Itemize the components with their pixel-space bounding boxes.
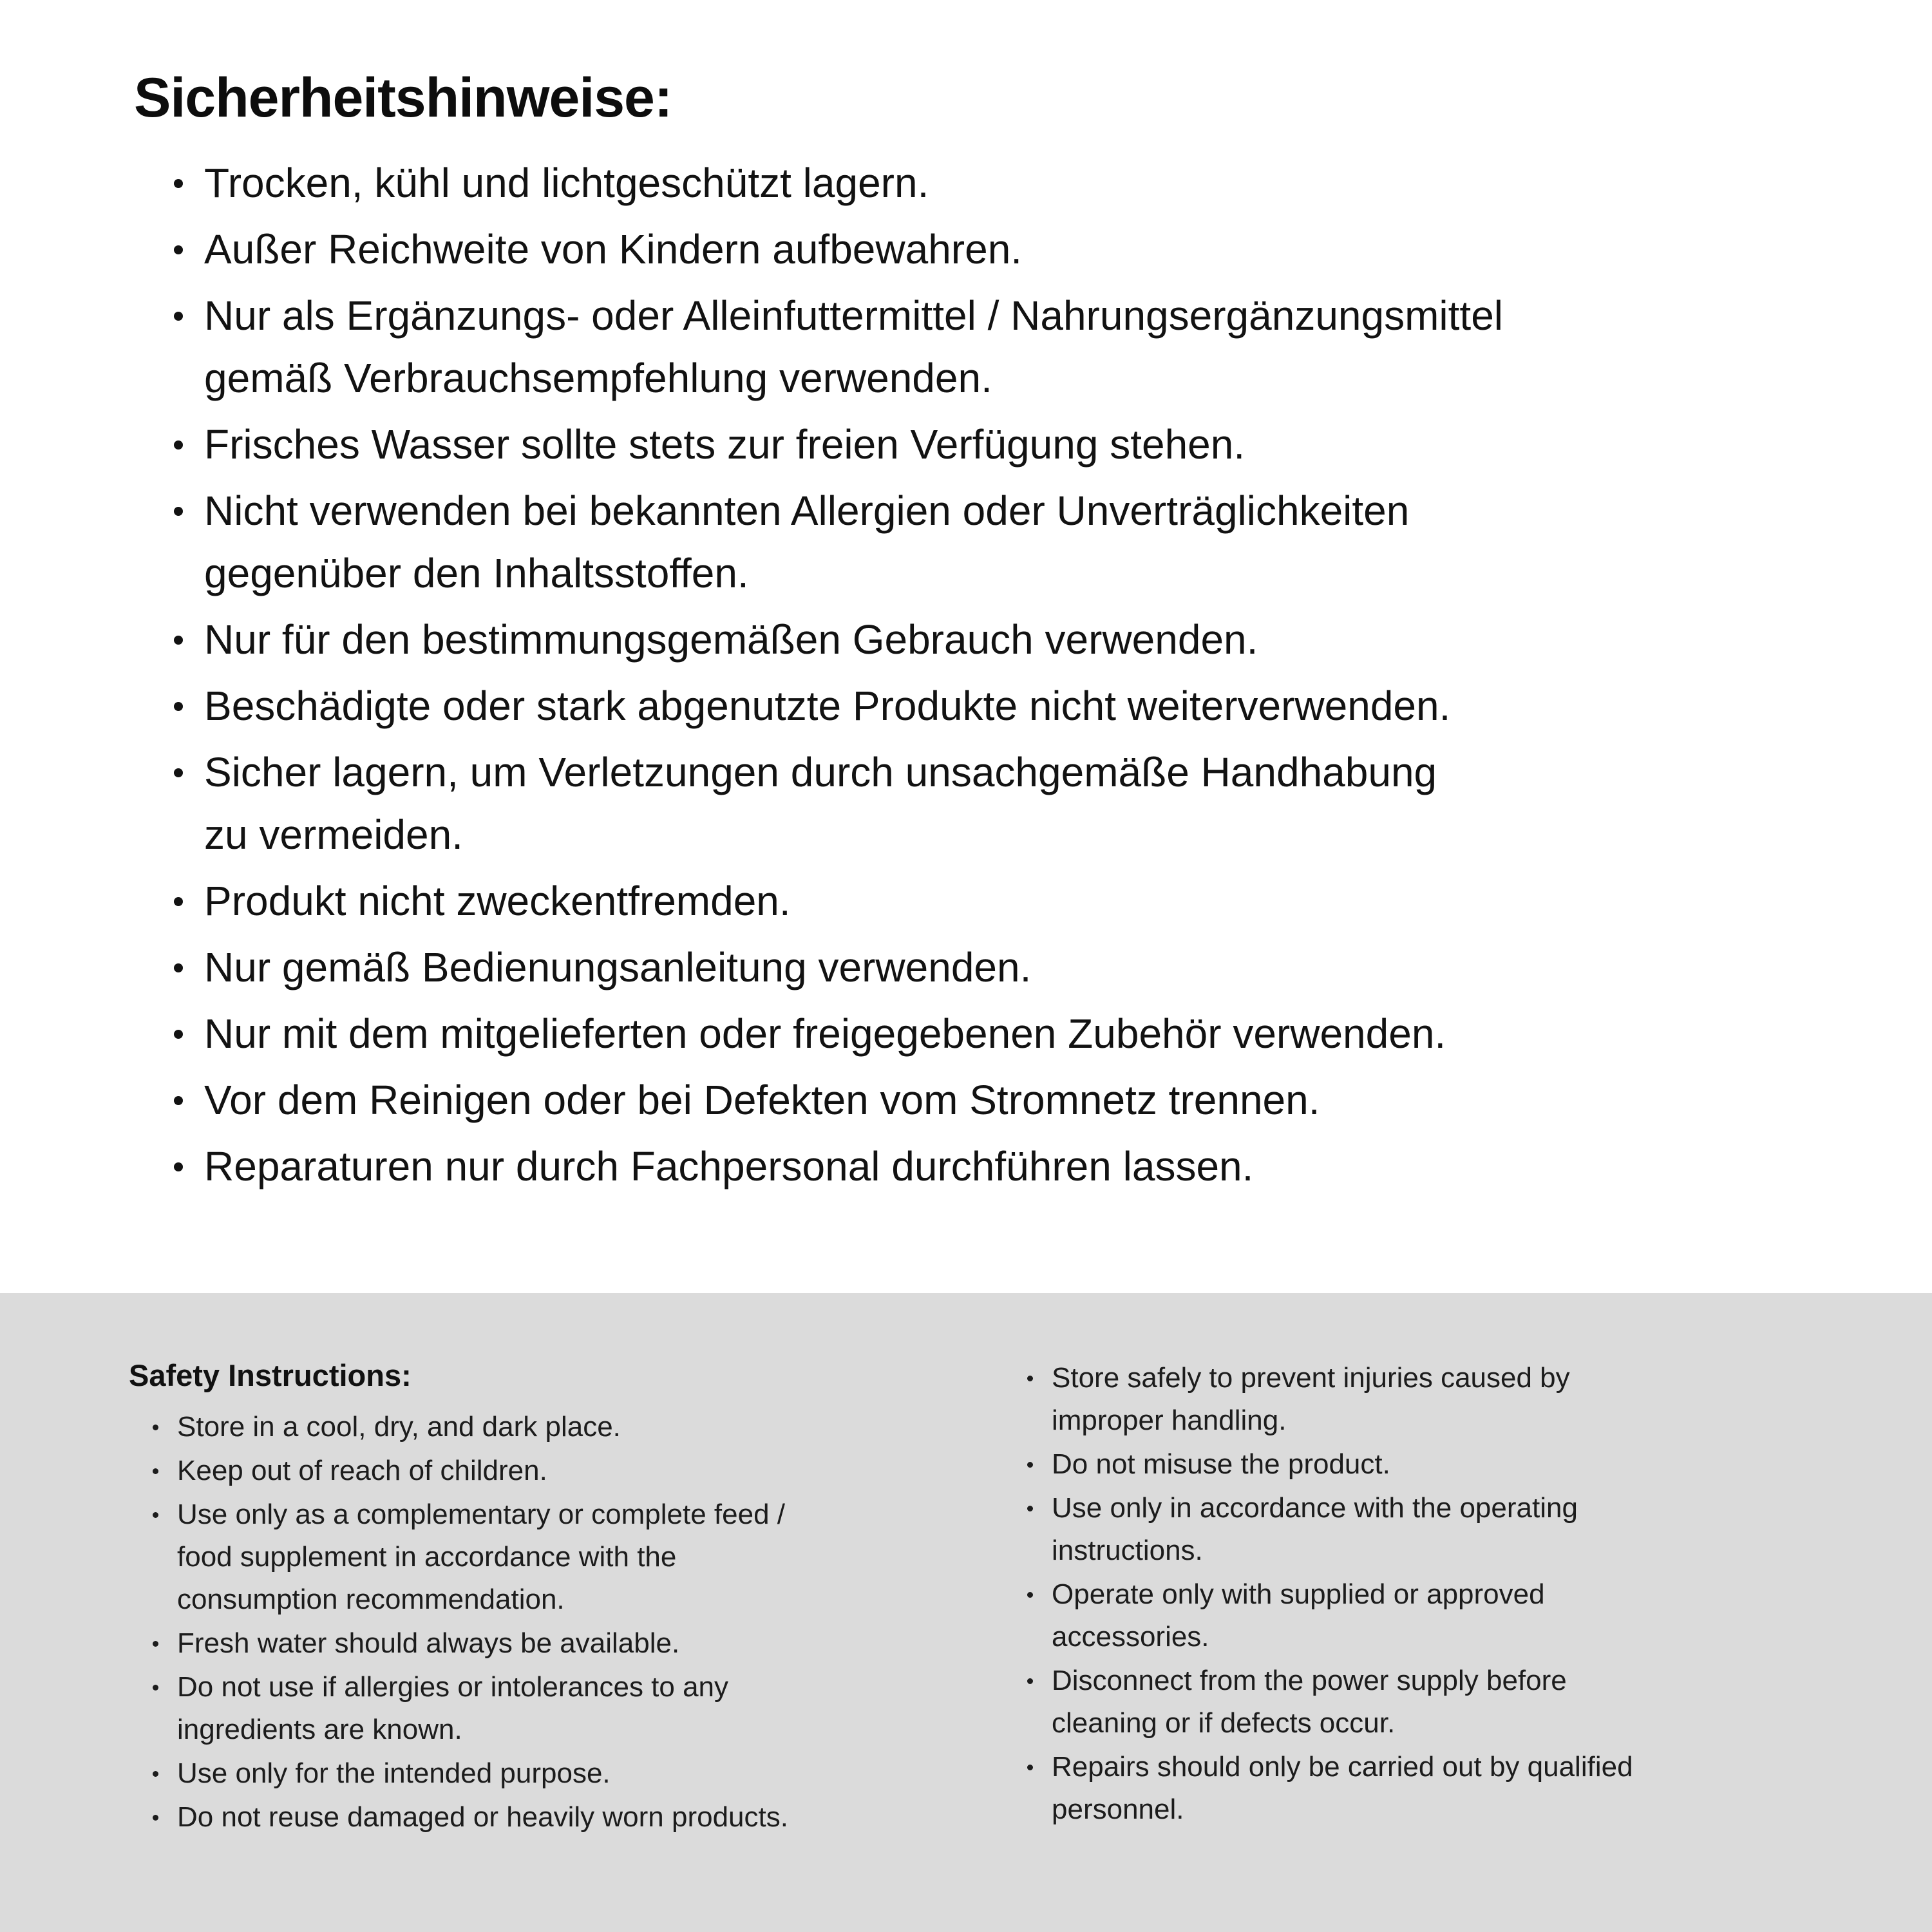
bullet-text: Do not use if allergies or intolerances to any [177,1671,729,1703]
bullet-text: gegenüber den Inhaltsstoffen. [204,550,749,596]
bullet-item [1027,1443,1916,1486]
bullet-item-line [174,870,1873,933]
bullet-item [174,609,1873,671]
bullet-item [1027,1487,1916,1572]
bullet-item-continuation-line [1027,1399,1916,1442]
bullet-icon [153,1666,177,1709]
bullet-item-line [1027,1746,1916,1788]
bullet-item [174,870,1873,933]
bullet-text: improper handling. [1052,1405,1287,1436]
bullet-text: Use only for the intended purpose. [177,1757,611,1789]
english-left-bullet-list [153,1406,1024,1839]
bullet-item-line [153,1796,1024,1839]
english-section-panel [0,1293,1932,1932]
bullet-item-continuation-line [153,1709,1024,1751]
bullet-item [174,936,1873,999]
bullet-item-line [153,1666,1024,1709]
bullet-item [174,1003,1873,1065]
bullet-item [153,1622,1024,1665]
english-right-bullet-list [1027,1357,1916,1831]
bullet-icon [1027,1357,1052,1399]
bullet-text: zu vermeiden. [204,811,463,858]
bullet-text: Repairs should only be carried out by qualified [1052,1751,1633,1783]
bullet-item-line [153,1406,1024,1448]
bullet-item [174,480,1873,605]
bullet-item-continuation-line [1027,1530,1916,1572]
bullet-icon [153,1622,177,1665]
bullet-text: Nur gemäß Bedienungsanleitung verwenden. [204,944,1032,990]
bullet-text: Operate only with supplied or approved [1052,1578,1545,1610]
bullet-item-line [174,675,1873,737]
bullet-item [174,285,1873,410]
bullet-text: Use only as a complementary or complete feed / [177,1499,786,1530]
bullet-item-line [174,609,1873,671]
bullet-item [153,1796,1024,1839]
bullet-item-continuation-line [153,1536,1024,1578]
bullet-text: gemäß Verbrauchsempfehlung verwenden. [204,355,992,401]
bullet-item-line [174,1069,1873,1132]
bullet-icon [174,741,204,804]
bullet-text: cleaning or if defects occur. [1052,1707,1396,1739]
bullet-item [174,675,1873,737]
bullet-item [1027,1746,1916,1831]
bullet-icon [153,1752,177,1795]
bullet-item [174,152,1873,214]
bullet-item [153,1666,1024,1751]
bullet-text: Beschädigte oder stark abgenutzte Produkte nicht weiterverwenden. [204,683,1451,729]
bullet-text: Vor dem Reinigen oder bei Defekten vom Stromnetz trennen. [204,1077,1320,1123]
bullet-icon [174,285,204,347]
bullet-item-continuation-line [1027,1616,1916,1658]
bullet-item-line [153,1493,1024,1536]
bullet-item-line [1027,1357,1916,1399]
bullet-text: consumption recommendation. [177,1584,565,1615]
bullet-item-line [174,218,1873,281]
english-section-title: Safety Instructions: [129,1358,412,1392]
bullet-item [174,218,1873,281]
bullet-item-continuation-line [174,542,1873,605]
bullet-item-continuation-line [174,804,1873,866]
bullet-text: Frisches Wasser sollte stets zur freien Verfügung stehen. [204,421,1245,468]
bullet-icon [153,1493,177,1536]
bullet-item-line [1027,1573,1916,1616]
bullet-icon [174,609,204,671]
bullet-item-line [174,152,1873,214]
bullet-item [153,1406,1024,1448]
bullet-text: Trocken, kühl und lichtgeschützt lagern. [204,160,929,206]
bullet-icon [174,1003,204,1065]
bullet-item-line [153,1450,1024,1492]
bullet-item-line [153,1622,1024,1665]
english-right-column [1027,1357,1916,1831]
german-section [134,67,1873,1198]
bullet-text: Nicht verwenden bei bekannten Allergien oder Unverträglichkeiten [204,488,1410,534]
bullet-item-line [174,1003,1873,1065]
bullet-item-continuation-line [153,1578,1024,1621]
bullet-icon [174,152,204,214]
bullet-item-line [1027,1443,1916,1486]
bullet-text: Do not reuse damaged or heavily worn products. [177,1801,788,1833]
bullet-icon [1027,1443,1052,1486]
bullet-item-line [174,1135,1873,1198]
bullet-item [174,413,1873,476]
bullet-item-line [174,936,1873,999]
bullet-item [153,1752,1024,1795]
bullet-text: Store in a cool, dry, and dark place. [177,1411,621,1443]
bullet-item-line [1027,1660,1916,1702]
bullet-icon [153,1406,177,1448]
bullet-item-line [174,285,1873,347]
bullet-item-line [174,413,1873,476]
bullet-text: Außer Reichweite von Kindern aufbewahren. [204,226,1023,272]
bullet-icon [174,675,204,737]
bullet-item-line [1027,1487,1916,1530]
bullet-item [153,1450,1024,1492]
german-section-title: Sicherheitshinweise: [134,67,672,129]
bullet-icon [1027,1660,1052,1702]
bullet-text: Reparaturen nur durch Fachpersonal durchführen lassen. [204,1143,1254,1189]
bullet-text: instructions. [1052,1535,1203,1566]
bullet-icon [174,870,204,933]
bullet-text: Fresh water should always be available. [177,1627,680,1659]
bullet-text: ingredients are known. [177,1714,462,1745]
bullet-item-continuation-line [1027,1788,1916,1831]
bullet-icon [174,218,204,281]
bullet-text: Produkt nicht zweckentfremden. [204,878,791,924]
bullet-item-line [174,480,1873,542]
bullet-text: food supplement in accordance with the [177,1541,677,1573]
bullet-icon [174,480,204,542]
english-left-column [129,1354,1024,1839]
bullet-text: Sicher lagern, um Verletzungen durch unsachgemäße Handhabung [204,749,1437,795]
bullet-icon [174,1069,204,1132]
bullet-text: Store safely to prevent injuries caused by [1052,1362,1570,1394]
german-bullet-list [174,152,1873,1198]
bullet-item [1027,1660,1916,1745]
bullet-text: Use only in accordance with the operating [1052,1492,1578,1524]
bullet-icon [1027,1746,1052,1788]
bullet-icon [1027,1487,1052,1530]
bullet-item [174,741,1873,866]
bullet-item [1027,1357,1916,1442]
bullet-icon [174,936,204,999]
bullet-item-continuation-line [174,347,1873,410]
bullet-text: Nur als Ergänzungs- oder Alleinfuttermittel / Nahrungsergänzungsmittel [204,292,1503,339]
bullet-icon [1027,1573,1052,1616]
bullet-text: Do not misuse the product. [1052,1448,1390,1480]
bullet-item [174,1135,1873,1198]
bullet-icon [174,413,204,476]
bullet-text: personnel. [1052,1794,1184,1825]
bullet-text: accessories. [1052,1621,1209,1653]
bullet-item-line [153,1752,1024,1795]
bullet-icon [174,1135,204,1198]
bullet-text: Disconnect from the power supply before [1052,1665,1567,1696]
bullet-item [1027,1573,1916,1658]
bullet-item [174,1069,1873,1132]
bullet-text: Nur für den bestimmungsgemäßen Gebrauch verwenden. [204,616,1258,663]
bullet-icon [153,1450,177,1492]
bullet-text: Nur mit dem mitgelieferten oder freigegebenen Zubehör verwenden. [204,1010,1446,1057]
bullet-item [153,1493,1024,1621]
bullet-icon [153,1796,177,1839]
bullet-item-continuation-line [1027,1702,1916,1745]
bullet-item-line [174,741,1873,804]
bullet-text: Keep out of reach of children. [177,1455,547,1486]
